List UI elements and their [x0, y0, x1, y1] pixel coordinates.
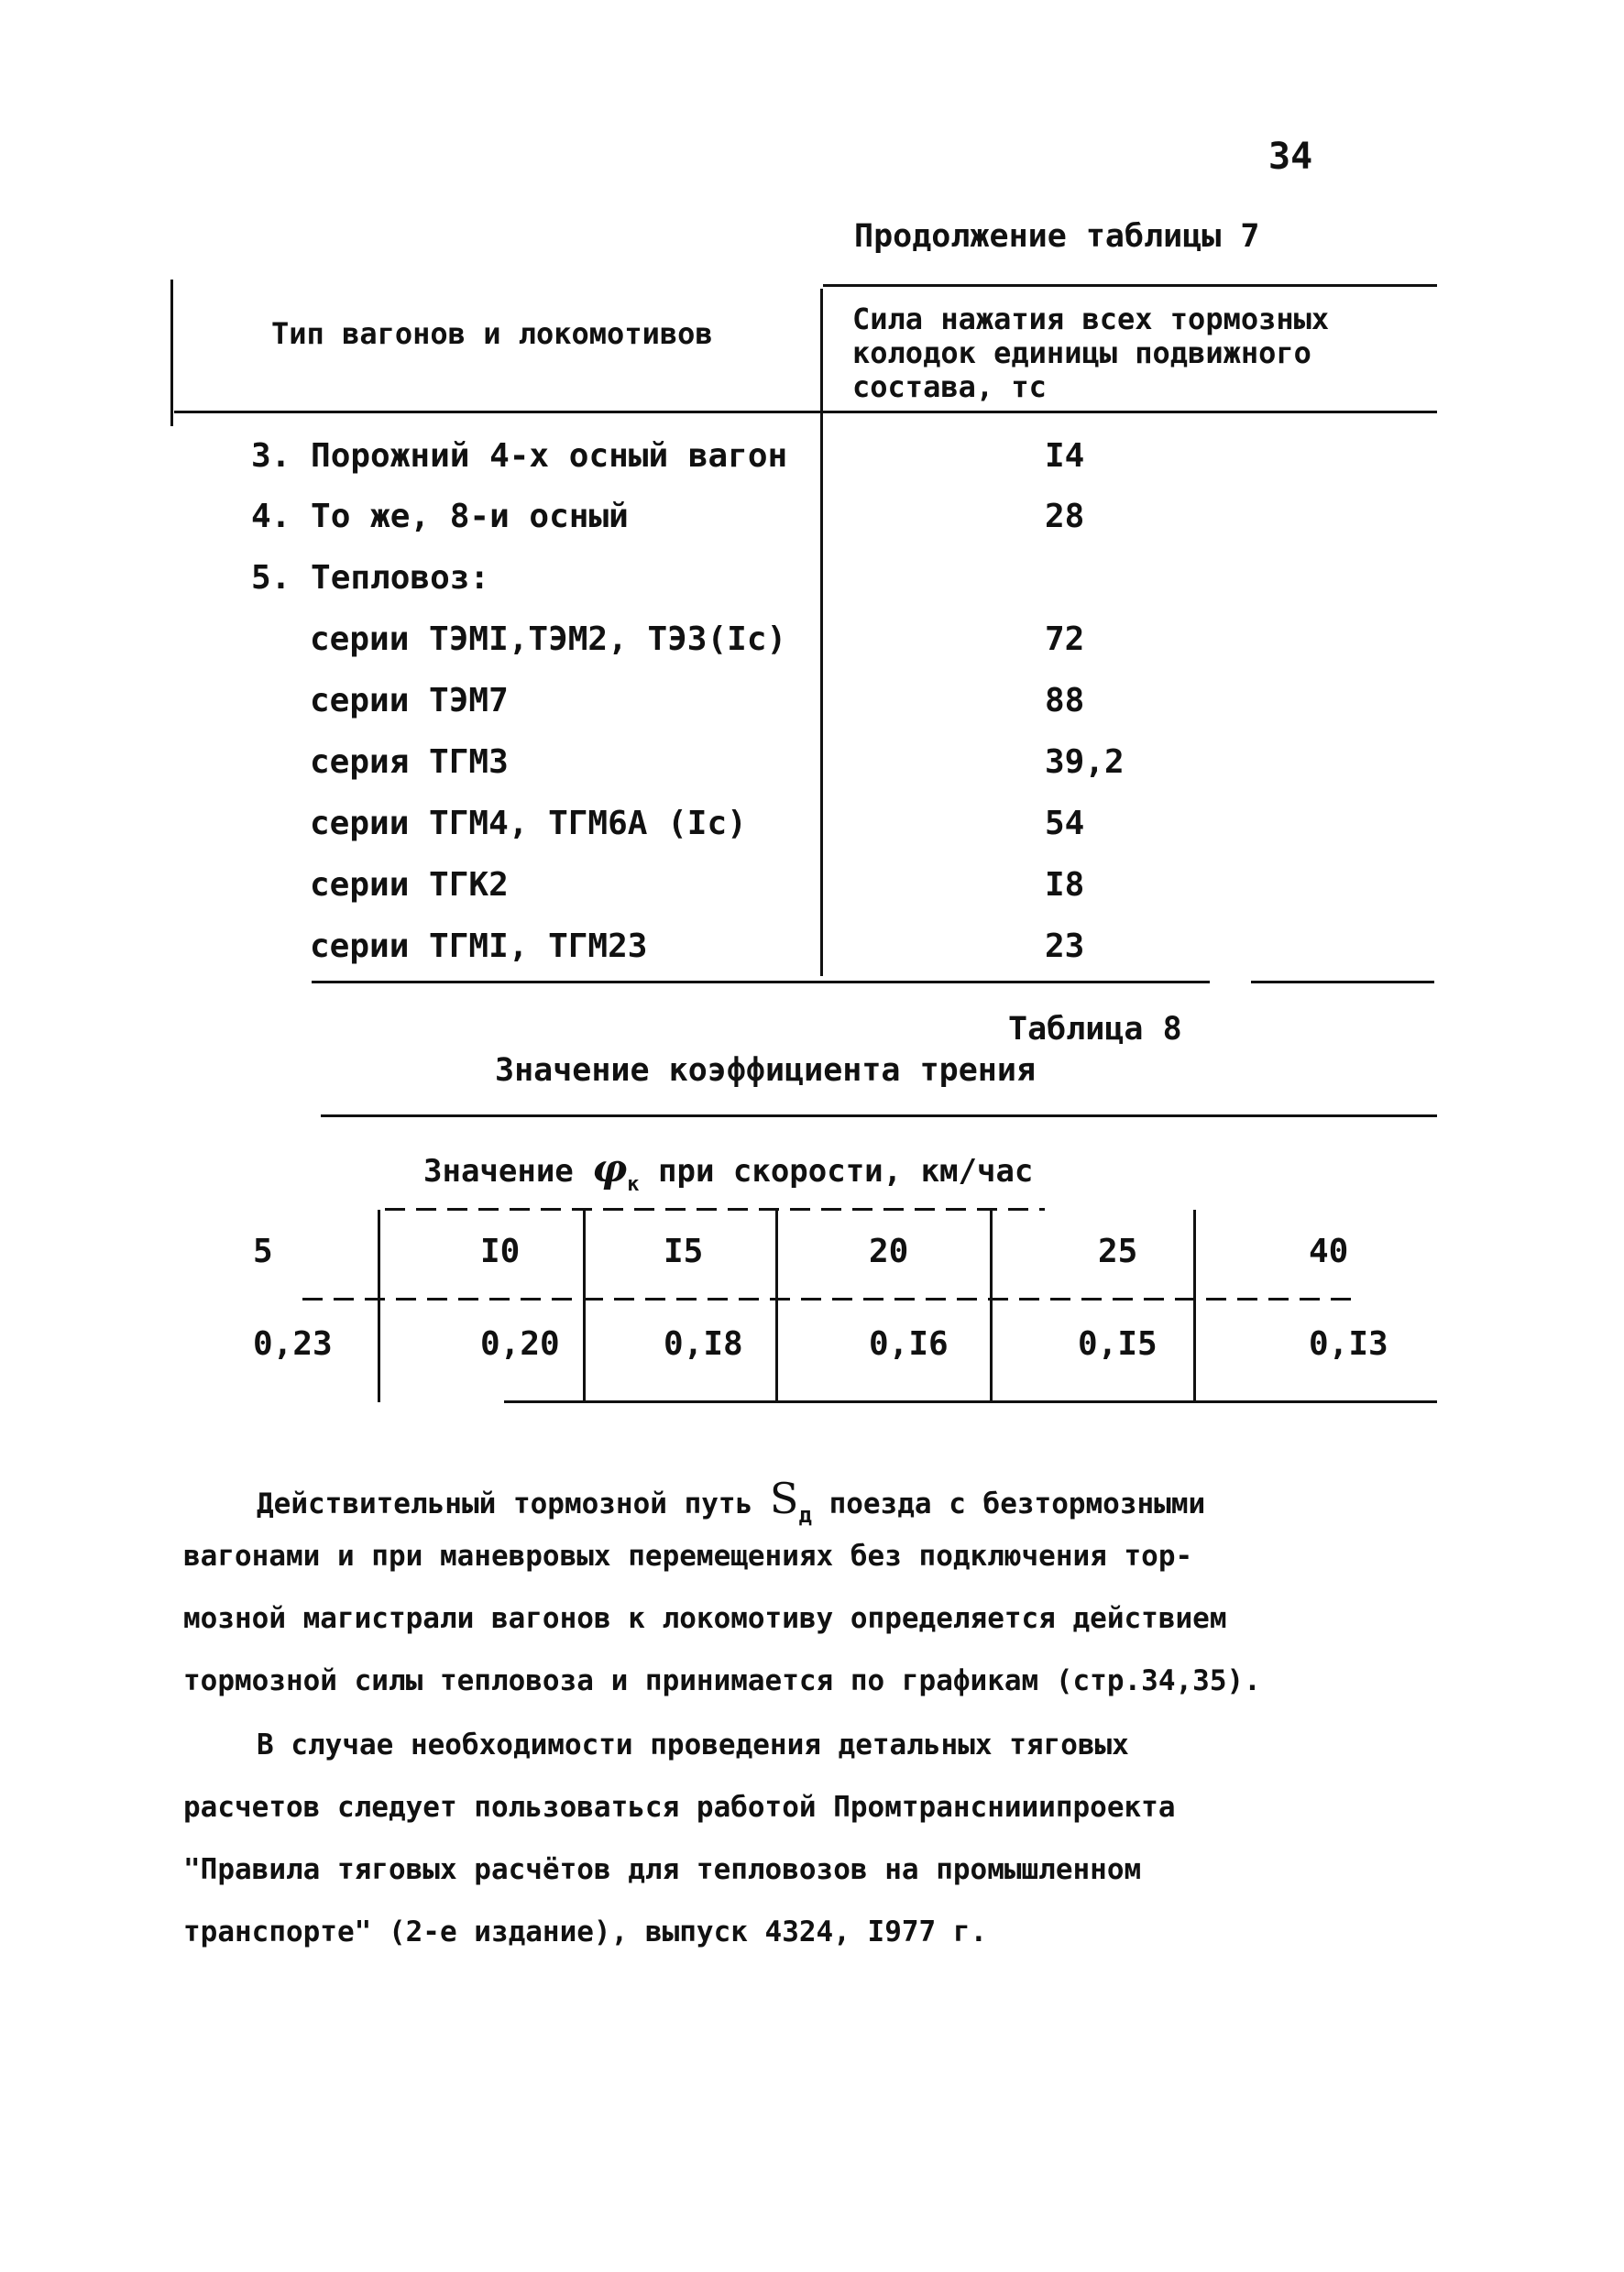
paragraph2-line1: В случае необходимости проведения детальных тяговых — [257, 1729, 1129, 1762]
paragraph1-line1 — [257, 1474, 1206, 1528]
paragraph2-line2: расчетов следует пользоваться работой Промтранснииипроекта — [183, 1791, 1176, 1824]
coefficient-cell: 0,23 — [253, 1325, 333, 1363]
table7-row-label: серии ТГК2 — [310, 866, 509, 904]
paragraph2-line3: "Правила тяговых расчётов для тепловозов на промышленном — [183, 1853, 1142, 1886]
paragraph1-line3: мозной магистрали вагонов к локомотиву определяется действием — [183, 1602, 1227, 1635]
speed-cell: 25 — [1098, 1233, 1138, 1270]
table8-col-divider — [1193, 1210, 1196, 1402]
coefficient-cell: 0,I8 — [664, 1325, 743, 1363]
table7-row-label: серии ТЭМI,ТЭМ2, ТЭ3(Iс) — [310, 620, 787, 658]
table7-row-label: серия ТГМ3 — [310, 743, 509, 781]
speed-cell: I5 — [664, 1233, 704, 1270]
table8-top-rule — [321, 1114, 1437, 1117]
table8-caption: Таблица 8 — [1008, 1011, 1182, 1048]
phi-subscript: к — [627, 1173, 640, 1196]
table7-header-right: Сила нажатия всех тормозных колодок единицы подвижного состава, тс — [852, 302, 1330, 404]
table8-col-divider — [583, 1210, 586, 1402]
phi-symbol: φ — [592, 1146, 628, 1191]
paragraph1-line2: вагонами и при маневровых перемещениях без подключения тор- — [183, 1540, 1193, 1573]
table7-row-value: 28 — [1045, 498, 1085, 535]
table8-subheader — [423, 1146, 1034, 1196]
table7-row-value: 23 — [1045, 927, 1085, 965]
table8-bottom-rule — [504, 1400, 1437, 1403]
coefficient-cell: 0,20 — [480, 1325, 560, 1363]
table7-row-value: 39,2 — [1045, 743, 1125, 781]
speed-cell: 40 — [1309, 1233, 1349, 1270]
speed-cell: I0 — [480, 1233, 521, 1270]
paragraph2-line4: транспорте" (2-е издание), выпуск 4324, I977 г. — [183, 1915, 988, 1948]
table8-col-divider — [378, 1210, 380, 1402]
text-segment: поезда с безтормозными — [828, 1487, 1206, 1520]
table7-row-label: 4. То же, 8-и осный — [251, 498, 629, 535]
table7-row-label: серии ТГМ4, ТГМ6А (Iс) — [310, 805, 747, 842]
table7-row-label: 5. Тепловоз: — [251, 559, 490, 597]
table7-row-value: 54 — [1045, 805, 1085, 842]
table8-col-divider — [775, 1210, 778, 1402]
table7-row-value: 72 — [1045, 620, 1085, 658]
table7-header-left: Тип вагонов и локомотивов — [271, 316, 713, 351]
subheader-prefix: Значение — [423, 1153, 574, 1190]
table7-row-label: серии ТГМI, ТГМ23 — [310, 927, 648, 965]
speed-cell: 5 — [253, 1233, 273, 1270]
table7-header-rule — [174, 411, 1437, 413]
subheader-suffix: при скорости, км/час — [658, 1153, 1034, 1190]
table7-caption: Продолжение таблицы 7 — [854, 218, 1260, 255]
table7-bottom-rule-right — [1251, 981, 1434, 983]
coefficient-cell: 0,I5 — [1078, 1325, 1158, 1363]
table7-row-label: серии ТЭМ7 — [310, 682, 509, 719]
table7-row-label: 3. Порожний 4-х осный вагон — [251, 437, 788, 475]
table8-col-divider — [990, 1210, 993, 1402]
braking-distance-symbol: S — [769, 1474, 799, 1523]
table8-title: Значение коэффициента трения — [495, 1052, 1037, 1089]
table7-column-divider — [820, 289, 823, 976]
table7-row-value: I8 — [1045, 866, 1085, 904]
braking-distance-subscript: д — [798, 1502, 812, 1528]
table7-left-border — [170, 280, 173, 426]
table7-top-rule — [823, 284, 1437, 287]
table7-bottom-rule — [312, 981, 1210, 983]
table7-row-value: 88 — [1045, 682, 1085, 719]
speed-cell: 20 — [869, 1233, 909, 1270]
coefficient-cell: 0,I6 — [869, 1325, 949, 1363]
text-segment: Действительный тормозной путь — [257, 1487, 753, 1520]
page-number: 34 — [1268, 136, 1313, 178]
coefficient-cell: 0,I3 — [1309, 1325, 1388, 1363]
table8-subheader-rule — [385, 1208, 1045, 1211]
table7-row-value: I4 — [1045, 437, 1085, 475]
paragraph1-line4: тормозной силы тепловоза и принимается по графикам (стр.34,35). — [183, 1664, 1261, 1697]
table8-middle-rule — [302, 1298, 1356, 1301]
